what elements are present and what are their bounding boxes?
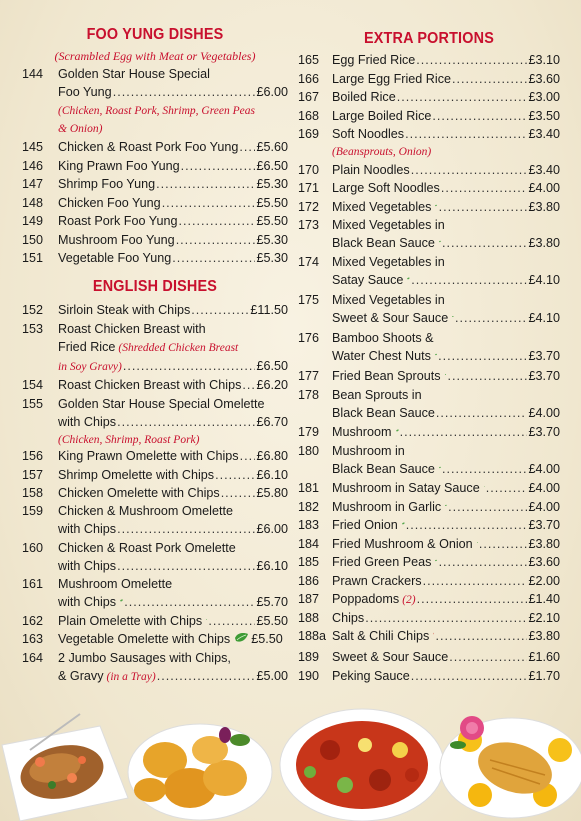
dot-leader: [117, 413, 255, 431]
dot-leader: [365, 609, 527, 627]
item-number: 154: [22, 378, 44, 392]
item-name: Mushroom in Satay Sauce: [332, 481, 480, 495]
item-price: £6.00: [256, 522, 288, 537]
item-note: (Chicken, Shrimp, Roast Pork): [58, 434, 200, 447]
dot-leader: [181, 157, 256, 175]
leaf-icon: [452, 311, 454, 322]
item-name: Mushroom Foo Yung: [58, 232, 175, 247]
item-number: 171: [298, 181, 320, 195]
dot-leader: [439, 553, 528, 571]
item-name-line2: Black Bean Sauce: [332, 405, 435, 420]
battered-dish-photo: [128, 724, 272, 820]
dot-leader: [191, 301, 249, 319]
item-note: (Chicken, Roast Pork, Shrimp, Green Peas: [58, 104, 255, 117]
item-price: £3.80: [528, 199, 560, 214]
item-number: 178: [298, 387, 320, 402]
leaf-icon: [477, 537, 478, 548]
item-name: Sirloin Steak with Chips: [58, 303, 191, 317]
sweet-sour-dish-photo: [280, 709, 444, 821]
item-price: £3.70: [528, 518, 560, 532]
item-name: Large Soft Noodles: [332, 181, 440, 195]
dot-leader: [411, 667, 528, 685]
item-name: Chicken Foo Yung: [58, 195, 161, 210]
dot-leader: [162, 194, 256, 212]
item-price: £5.50: [256, 195, 288, 210]
item-price: £5.60: [256, 140, 288, 154]
dot-leader: [423, 572, 528, 590]
item-number: 174: [298, 255, 320, 269]
item-name-line1: Mushroom Omelette: [58, 577, 173, 591]
item-number: 148: [22, 195, 44, 210]
item-name-line2: Water Chest Nuts: [332, 349, 431, 364]
foo-yung-section-title: FOO YUNG DISHES: [86, 26, 224, 43]
leaf-icon: [407, 273, 410, 284]
food-photos: [0, 690, 581, 821]
dot-leader: [448, 498, 527, 516]
item-note: & Onion): [58, 123, 103, 136]
item-price: £6.80: [256, 449, 288, 463]
item-price: £2.00: [528, 573, 560, 588]
leaf-icon: [435, 200, 437, 211]
item-number: 182: [298, 499, 320, 514]
item-price: £3.70: [528, 349, 560, 364]
leaf-icon: [234, 632, 249, 643]
item-price: £5.70: [256, 595, 288, 610]
item-name-line1: 2 Jumbo Sausages with Chips,: [58, 650, 231, 665]
dot-leader: [411, 161, 528, 179]
item-name: Salt & Chili Chips: [332, 629, 430, 643]
item-price: £11.50: [250, 303, 288, 317]
extra-portions-section-title: EXTRA PORTIONS: [363, 30, 494, 47]
item-name: Vegetable Foo Yung: [58, 251, 172, 265]
item-name-line2: with Chips: [58, 414, 117, 429]
item-note: in Soy Gravy): [58, 361, 122, 374]
dot-leader: [416, 51, 527, 69]
item-price: £5.50: [256, 214, 288, 228]
item-name-line1: Mixed Vegetables in: [332, 255, 445, 269]
dot-leader: [124, 593, 255, 611]
item-number: 186: [298, 573, 320, 588]
item-number: 175: [298, 293, 320, 307]
dot-leader: [486, 479, 528, 497]
item-name-line2: Satay Sauce: [332, 273, 404, 288]
dot-leader: [157, 667, 256, 685]
item-name: Fried Onion: [332, 518, 398, 532]
item-name: Boiled Rice: [332, 90, 396, 104]
leaf-icon: [445, 369, 447, 380]
item-name: Large Egg Fried Rice: [332, 71, 452, 86]
item-name-line2: Black Bean Sauce: [332, 461, 435, 476]
item-name-line2: Fried Rice: [58, 339, 116, 354]
item-name: Vegetable Omelette with Chips: [58, 632, 231, 646]
item-price: £5.50: [251, 632, 283, 646]
dot-leader: [442, 460, 527, 478]
item-price: £3.80: [528, 629, 560, 643]
item-number: 151: [22, 251, 44, 265]
item-number: 167: [298, 90, 320, 104]
item-name: Egg Fried Rice: [332, 53, 416, 67]
item-name: Chicken Omelette with Chips: [58, 486, 220, 500]
item-name: Sweet & Sour Sauce: [332, 650, 449, 664]
item-name-line1: Bean Sprouts in: [332, 387, 422, 402]
item-price: £5.30: [256, 251, 288, 265]
leaf-icon: [445, 500, 447, 511]
item-number: 183: [298, 518, 320, 532]
item-note: (in a Tray): [106, 670, 156, 683]
item-name-line2: & Gravy: [58, 668, 104, 683]
item-price: £1.70: [528, 668, 560, 683]
item-number: 158: [22, 486, 44, 500]
dot-leader: [435, 627, 527, 645]
dot-leader: [117, 557, 255, 575]
item-name: Prawn Crackers: [332, 573, 422, 588]
dot-leader: [438, 347, 527, 365]
item-price: £3.50: [528, 108, 560, 123]
item-number: 179: [298, 425, 320, 439]
item-name: King Prawn Omelette with Chips: [58, 449, 239, 463]
item-number: 153: [22, 321, 44, 336]
item-number: 156: [22, 449, 44, 463]
dot-leader: [123, 357, 256, 375]
dot-leader: [447, 367, 527, 385]
dot-leader: [405, 125, 527, 143]
dot-leader: [242, 376, 255, 394]
item-price: £4.00: [528, 481, 560, 495]
item-price: £1.40: [528, 592, 560, 606]
leaf-icon: [396, 425, 399, 436]
item-number: 189: [298, 650, 320, 664]
item-price: £3.80: [528, 236, 560, 251]
item-price: £2.10: [528, 610, 560, 625]
item-number: 170: [298, 162, 320, 177]
item-number: 159: [22, 504, 44, 518]
item-price: £4.00: [528, 405, 560, 420]
item-name: Chicken & Roast Pork Foo Yung: [58, 140, 239, 154]
item-note: (Beansprouts, Onion): [332, 146, 432, 159]
item-price: £6.20: [256, 378, 288, 392]
dot-leader: [215, 466, 255, 484]
item-price: £3.80: [528, 536, 560, 551]
item-number: 184: [298, 536, 320, 551]
item-price: £5.00: [256, 668, 288, 683]
dot-leader: [400, 423, 528, 441]
item-name-line1: Mixed Vegetables in: [332, 218, 445, 232]
item-price: £3.10: [528, 53, 560, 67]
item-number: 176: [298, 331, 320, 345]
item-number: 150: [22, 232, 44, 247]
item-name-line1: Mixed Vegetables in: [332, 293, 445, 307]
item-price: £5.80: [256, 486, 288, 500]
item-number: 180: [298, 443, 320, 458]
dot-leader: [442, 234, 527, 252]
item-number: 162: [22, 613, 44, 628]
item-number: 166: [298, 71, 320, 86]
item-name: Roast Chicken Breast with Chips: [58, 378, 242, 392]
dot-leader: [117, 520, 255, 538]
orange-duck-dish-photo: [440, 716, 581, 818]
item-name: Peking Sauce: [332, 668, 410, 683]
item-name: Shrimp Foo Yung: [58, 177, 156, 191]
item-name-line2: Foo Yung: [58, 85, 112, 100]
item-note: (2): [402, 594, 416, 606]
item-price: £3.60: [528, 555, 560, 569]
item-price: £4.10: [528, 273, 560, 288]
dot-leader: [172, 249, 255, 267]
item-number: 144: [22, 67, 44, 81]
item-number: 161: [22, 577, 44, 591]
item-number: 188a: [298, 629, 327, 643]
item-number: 188: [298, 610, 320, 625]
dot-leader: [113, 83, 256, 101]
item-number: 168: [298, 108, 320, 123]
item-price: £3.00: [528, 90, 560, 104]
item-name-line2: with Chips: [58, 522, 117, 537]
item-name-line1: Roast Chicken Breast with: [58, 321, 206, 336]
item-price: £5.50: [256, 613, 288, 628]
leaf-icon: [439, 236, 441, 247]
item-name: Plain Omelette with Chips: [58, 613, 203, 628]
item-number: 157: [22, 467, 44, 482]
item-name: Mixed Vegetables: [332, 199, 432, 214]
item-price: £5.30: [256, 232, 288, 247]
item-number: 145: [22, 140, 44, 154]
dot-leader: [441, 179, 528, 197]
dot-leader: [479, 535, 528, 553]
item-name-line1: Bamboo Shoots &: [332, 331, 434, 345]
leaf-icon: [402, 518, 405, 529]
item-price: £6.00: [256, 85, 288, 100]
item-name: Fried Bean Sprouts: [332, 369, 441, 383]
leaf-icon: [484, 481, 485, 492]
item-price: £3.70: [528, 369, 560, 383]
item-number: 155: [22, 396, 44, 411]
leaf-icon: [206, 614, 207, 625]
dot-leader: [406, 516, 528, 534]
dot-leader: [178, 212, 255, 230]
item-number: 147: [22, 177, 44, 191]
item-price: £3.40: [528, 162, 560, 177]
item-price: £6.10: [256, 559, 288, 574]
item-number: 169: [298, 127, 320, 141]
item-name: Soft Noodles: [332, 127, 405, 141]
item-name-line1: Golden Star House Special: [58, 67, 210, 81]
item-price: £6.50: [256, 359, 288, 374]
item-price: £3.40: [528, 127, 560, 141]
dot-leader: [411, 271, 527, 289]
dot-leader: [449, 648, 527, 666]
item-name: Chips: [332, 610, 365, 625]
leaf-icon: [435, 349, 437, 360]
item-price: £4.10: [528, 311, 560, 326]
item-number: 190: [298, 668, 320, 683]
item-number: 149: [22, 214, 44, 228]
item-price: £1.60: [528, 650, 560, 664]
item-name: Plain Noodles: [332, 162, 410, 177]
leaf-icon: [435, 555, 437, 566]
dot-leader: [455, 309, 528, 327]
item-number: 164: [22, 650, 44, 665]
foo-yung-section-subtitle: (Scrambled Egg with Meat or Vegetables): [54, 49, 256, 63]
item-name: Roast Pork Foo Yung: [58, 214, 178, 228]
dot-leader: [432, 107, 527, 125]
item-number: 163: [22, 632, 44, 646]
dot-leader: [156, 175, 255, 193]
dot-leader: [452, 70, 527, 88]
item-name: King Prawn Foo Yung: [58, 158, 180, 173]
item-price: £6.70: [256, 414, 288, 429]
item-number: 146: [22, 158, 44, 173]
dot-leader: [417, 590, 528, 608]
item-number: 152: [22, 303, 44, 317]
item-name: Mushroom in Garlic: [332, 499, 442, 514]
english-section-title: ENGLISH DISHES: [92, 278, 218, 295]
item-price: £6.50: [256, 158, 288, 173]
item-number: 177: [298, 369, 320, 383]
dot-leader: [221, 484, 256, 502]
dot-leader: [176, 231, 256, 249]
item-name: Shrimp Omelette with Chips: [58, 467, 215, 482]
dot-leader: [239, 138, 255, 156]
item-price: £5.30: [256, 177, 288, 191]
item-number: 160: [22, 541, 44, 555]
item-name-line1: Mushroom in: [332, 443, 405, 458]
item-name: Fried Mushroom & Onion: [332, 536, 473, 551]
item-price: £3.70: [528, 425, 560, 439]
item-price: £6.10: [256, 467, 288, 482]
item-name: Large Boiled Rice: [332, 108, 432, 123]
dot-leader: [436, 404, 528, 422]
item-name-line2: Black Bean Sauce: [332, 236, 435, 251]
dot-leader: [397, 88, 528, 106]
item-price: £4.00: [528, 499, 560, 514]
item-number: 185: [298, 555, 320, 569]
item-note: (Shredded Chicken Breast: [118, 341, 239, 354]
item-price: £4.00: [528, 181, 560, 195]
leaf-icon: [439, 462, 441, 473]
item-name-line2: Sweet & Sour Sauce: [332, 311, 449, 326]
item-name-line1: Golden Star House Special Omelette: [58, 396, 265, 411]
item-price: £4.00: [528, 461, 560, 476]
item-name-line2: with Chips: [58, 595, 117, 610]
item-number: 173: [298, 218, 320, 232]
item-price: £3.60: [528, 71, 560, 86]
item-name-line2: with Chips: [58, 559, 117, 574]
item-name: Poppadoms: [332, 592, 400, 606]
chili-icon: [433, 627, 434, 640]
leaf-icon: [120, 595, 123, 606]
item-number: 165: [298, 53, 320, 67]
dot-leader: [439, 198, 528, 216]
item-name: Fried Green Peas: [332, 555, 432, 569]
noodles-dish-photo: [2, 714, 128, 821]
item-name: Mushroom: [332, 425, 392, 439]
dot-leader: [240, 447, 256, 465]
item-name-line1: Chicken & Roast Pork Omelette: [58, 541, 236, 555]
dot-leader: [208, 612, 255, 630]
item-number: 181: [298, 481, 320, 495]
item-name-line1: Chicken & Mushroom Omelette: [58, 504, 233, 518]
item-number: 172: [298, 199, 320, 214]
item-number: 187: [298, 592, 320, 606]
